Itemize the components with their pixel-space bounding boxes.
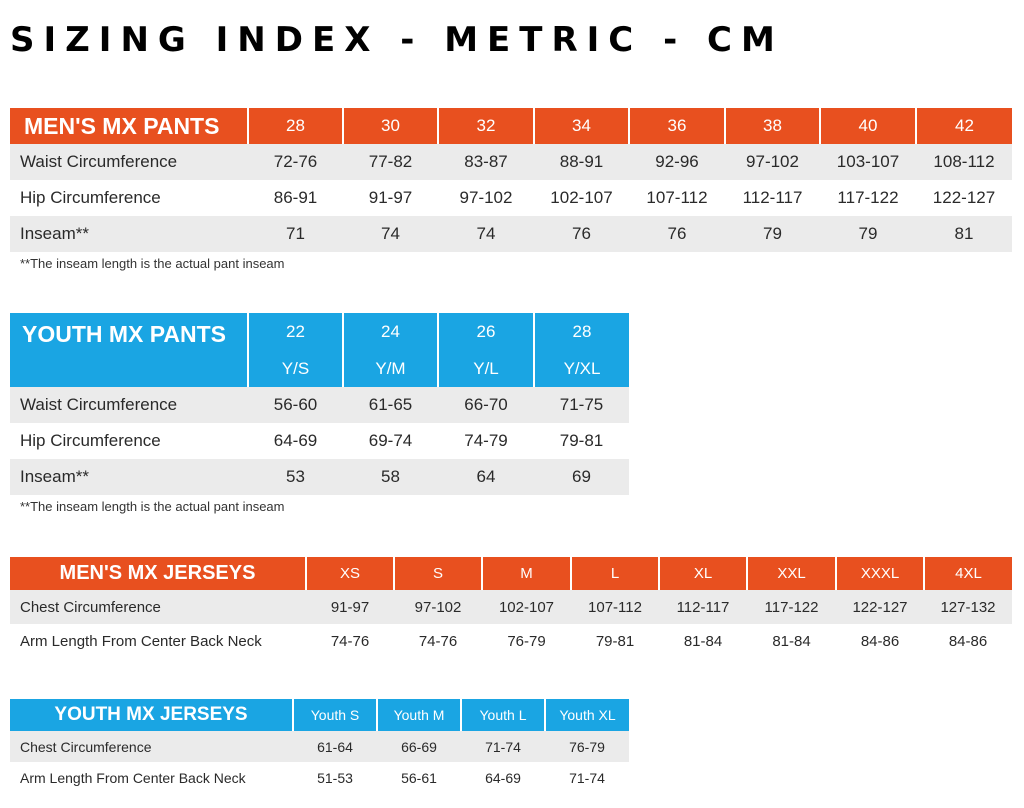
table-cell: 66-70 bbox=[438, 387, 534, 423]
table-cell: 74-79 bbox=[438, 423, 534, 459]
table-cell: 74-76 bbox=[306, 624, 394, 658]
size-code: Y/L bbox=[438, 350, 534, 387]
table-cell: 112-117 bbox=[659, 590, 747, 624]
table-cell: 91-97 bbox=[343, 180, 438, 216]
youth-pants-header-row bbox=[10, 313, 629, 350]
table-row bbox=[10, 624, 1012, 658]
table-cell: 76 bbox=[629, 216, 725, 252]
size-header: 4XL bbox=[924, 557, 1012, 590]
mens-pants-title: MEN'S MX PANTS bbox=[10, 108, 248, 144]
table-cell: 69 bbox=[534, 459, 629, 495]
table-row bbox=[10, 144, 1012, 180]
size-header: 30 bbox=[343, 108, 438, 144]
mens-pants-header-row bbox=[10, 108, 1012, 144]
table-cell: 56-61 bbox=[377, 762, 461, 793]
mens-jerseys-table bbox=[10, 557, 1012, 658]
table-cell: 72-76 bbox=[248, 144, 343, 180]
mens-pants-table bbox=[10, 108, 1012, 252]
table-cell: 102-107 bbox=[482, 590, 571, 624]
size-header: 28 bbox=[248, 108, 343, 144]
inseam-footnote: **The inseam length is the actual pant inseam bbox=[20, 256, 285, 271]
size-code: Y/S bbox=[248, 350, 343, 387]
table-cell: 88-91 bbox=[534, 144, 629, 180]
size-header: Youth S bbox=[293, 699, 377, 731]
size-header: L bbox=[571, 557, 659, 590]
table-cell: 92-96 bbox=[629, 144, 725, 180]
size-header: 22 bbox=[248, 313, 343, 350]
row-label: Hip Circumference bbox=[10, 180, 248, 216]
table-cell: 71-74 bbox=[461, 731, 545, 762]
youth-pants-table bbox=[10, 313, 629, 495]
table-cell: 64-69 bbox=[248, 423, 343, 459]
size-header: XXXL bbox=[836, 557, 924, 590]
size-header: Youth M bbox=[377, 699, 461, 731]
size-header: M bbox=[482, 557, 571, 590]
size-header: XXL bbox=[747, 557, 836, 590]
table-cell: 97-102 bbox=[725, 144, 820, 180]
table-cell: 77-82 bbox=[343, 144, 438, 180]
row-label: Inseam** bbox=[10, 216, 248, 252]
table-cell: 64-69 bbox=[461, 762, 545, 793]
table-cell: 74-76 bbox=[394, 624, 482, 658]
size-header: 28 bbox=[534, 313, 629, 350]
mens-jerseys-header-row bbox=[10, 557, 1012, 590]
page-title: SIZING INDEX - METRIC - CM bbox=[10, 20, 784, 60]
table-cell: 84-86 bbox=[836, 624, 924, 658]
table-cell: 122-127 bbox=[836, 590, 924, 624]
table-row bbox=[10, 216, 1012, 252]
table-cell: 61-65 bbox=[343, 387, 438, 423]
table-row bbox=[10, 731, 629, 762]
table-cell: 81-84 bbox=[747, 624, 836, 658]
size-header: S bbox=[394, 557, 482, 590]
table-cell: 127-132 bbox=[924, 590, 1012, 624]
youth-jerseys-title: YOUTH MX JERSEYS bbox=[10, 699, 293, 731]
size-code: Y/XL bbox=[534, 350, 629, 387]
table-cell: 97-102 bbox=[394, 590, 482, 624]
table-cell: 53 bbox=[248, 459, 343, 495]
row-label: Inseam** bbox=[10, 459, 248, 495]
table-cell: 71 bbox=[248, 216, 343, 252]
table-cell: 112-117 bbox=[725, 180, 820, 216]
table-cell: 74 bbox=[343, 216, 438, 252]
table-cell: 103-107 bbox=[820, 144, 916, 180]
row-label: Arm Length From Center Back Neck bbox=[10, 624, 306, 658]
table-cell: 74 bbox=[438, 216, 534, 252]
table-cell: 83-87 bbox=[438, 144, 534, 180]
table-cell: 81 bbox=[916, 216, 1012, 252]
table-row bbox=[10, 423, 629, 459]
table-row bbox=[10, 180, 1012, 216]
row-label: Hip Circumference bbox=[10, 423, 248, 459]
table-cell: 86-91 bbox=[248, 180, 343, 216]
youth-jerseys-header-row bbox=[10, 699, 629, 731]
table-cell: 56-60 bbox=[248, 387, 343, 423]
size-header: 36 bbox=[629, 108, 725, 144]
table-cell: 107-112 bbox=[629, 180, 725, 216]
size-header: XS bbox=[306, 557, 394, 590]
size-header: Youth XL bbox=[545, 699, 629, 731]
table-cell: 97-102 bbox=[438, 180, 534, 216]
youth-pants-title: YOUTH MX PANTS bbox=[10, 313, 248, 387]
size-header: 34 bbox=[534, 108, 629, 144]
table-cell: 58 bbox=[343, 459, 438, 495]
table-cell: 66-69 bbox=[377, 731, 461, 762]
row-label: Waist Circumference bbox=[10, 144, 248, 180]
table-cell: 51-53 bbox=[293, 762, 377, 793]
mens-jerseys-title: MEN'S MX JERSEYS bbox=[10, 557, 306, 590]
table-cell: 79-81 bbox=[534, 423, 629, 459]
table-row bbox=[10, 459, 629, 495]
size-header: Youth L bbox=[461, 699, 545, 731]
table-cell: 71-75 bbox=[534, 387, 629, 423]
table-cell: 102-107 bbox=[534, 180, 629, 216]
row-label: Arm Length From Center Back Neck bbox=[10, 762, 293, 793]
size-header: 32 bbox=[438, 108, 534, 144]
table-cell: 117-122 bbox=[747, 590, 836, 624]
size-header: 38 bbox=[725, 108, 820, 144]
table-cell: 122-127 bbox=[916, 180, 1012, 216]
table-cell: 107-112 bbox=[571, 590, 659, 624]
size-header: 26 bbox=[438, 313, 534, 350]
size-header: 40 bbox=[820, 108, 916, 144]
table-cell: 79 bbox=[820, 216, 916, 252]
table-cell: 64 bbox=[438, 459, 534, 495]
table-row bbox=[10, 590, 1012, 624]
table-cell: 76-79 bbox=[545, 731, 629, 762]
size-header: 42 bbox=[916, 108, 1012, 144]
table-cell: 117-122 bbox=[820, 180, 916, 216]
row-label: Chest Circumference bbox=[10, 731, 293, 762]
size-code: Y/M bbox=[343, 350, 438, 387]
table-cell: 79 bbox=[725, 216, 820, 252]
table-cell: 61-64 bbox=[293, 731, 377, 762]
inseam-footnote: **The inseam length is the actual pant inseam bbox=[20, 499, 285, 514]
row-label: Waist Circumference bbox=[10, 387, 248, 423]
table-cell: 84-86 bbox=[924, 624, 1012, 658]
table-cell: 79-81 bbox=[571, 624, 659, 658]
table-cell: 81-84 bbox=[659, 624, 747, 658]
table-cell: 71-74 bbox=[545, 762, 629, 793]
size-header: 24 bbox=[343, 313, 438, 350]
table-cell: 69-74 bbox=[343, 423, 438, 459]
table-row bbox=[10, 387, 629, 423]
table-cell: 76-79 bbox=[482, 624, 571, 658]
row-label: Chest Circumference bbox=[10, 590, 306, 624]
youth-jerseys-table bbox=[10, 699, 629, 793]
table-cell: 108-112 bbox=[916, 144, 1012, 180]
size-header: XL bbox=[659, 557, 747, 590]
table-cell: 91-97 bbox=[306, 590, 394, 624]
table-row bbox=[10, 762, 629, 793]
table-cell: 76 bbox=[534, 216, 629, 252]
